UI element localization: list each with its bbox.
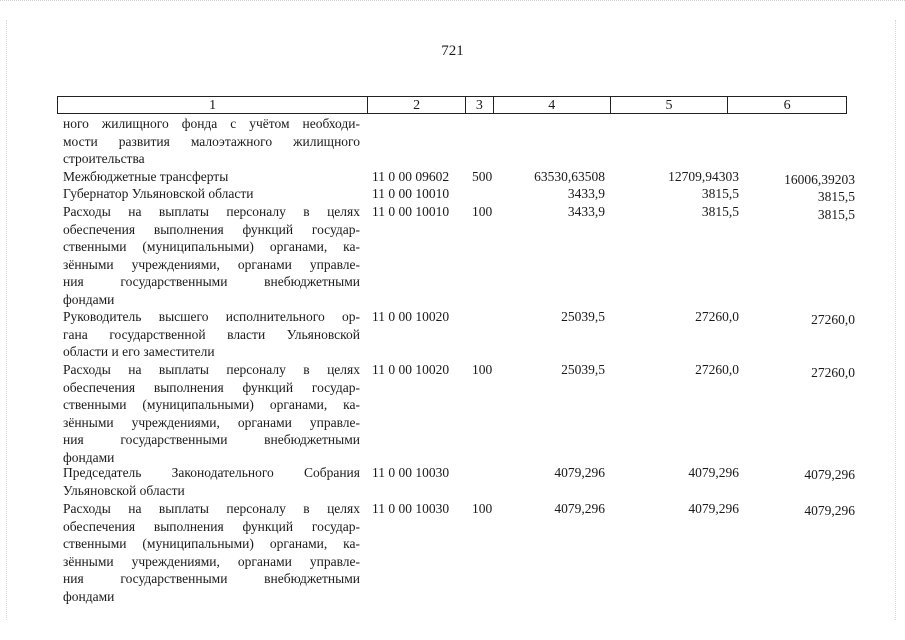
row-value-5: 12709,94303 xyxy=(668,169,739,184)
row-name-line: зёнными учреждениями, органами управле- xyxy=(63,553,360,569)
row-name-line: гана государственной власти Ульяновской xyxy=(63,326,360,342)
row-value-4: 3433,9 xyxy=(567,186,605,201)
row-code: 11 0 00 09602 xyxy=(372,169,450,184)
table-header xyxy=(57,96,847,114)
row-name-line: области и его заместители xyxy=(63,344,215,359)
row-value-6: 4079,296 xyxy=(804,503,855,518)
row-code: 11 0 00 10010 xyxy=(372,186,450,201)
table-row xyxy=(63,500,855,605)
table-row xyxy=(63,115,855,168)
row-value-6: 16006,39203 xyxy=(784,172,855,187)
row-name-line: ния государственными внебюджетными xyxy=(63,571,360,586)
page-number: 721 xyxy=(441,43,464,59)
row-name-line: ния государственными внебюджетными xyxy=(63,274,360,289)
row-type: 100 xyxy=(472,204,493,219)
row-value-5: 3815,5 xyxy=(701,186,739,201)
row-name-line: зёнными учреждениями, органами управле- xyxy=(63,256,360,272)
row-name-line: ственными (муниципальными) органами, ка- xyxy=(63,239,360,254)
row-code: 11 0 00 10030 xyxy=(372,465,450,480)
row-name xyxy=(63,308,360,361)
row-name-line: обеспечения выполнения функций государ- xyxy=(63,379,360,395)
header-col-3: 3 xyxy=(466,97,494,113)
row-name-line: фондами xyxy=(63,449,115,465)
table-row xyxy=(63,308,855,361)
row-value-4: 63530,63508 xyxy=(534,169,605,184)
row-name-line: ного жилищного фонда с учётом необходи- xyxy=(63,116,360,131)
header-col-2: 2 xyxy=(368,97,466,113)
row-name xyxy=(63,168,360,186)
row-value-6: 4079,296 xyxy=(804,467,855,482)
header-col-4: 4 xyxy=(494,97,611,113)
row-value-5: 27260,0 xyxy=(695,362,739,377)
row-name-line: Расходы на выплаты персоналу в целях xyxy=(63,501,360,516)
row-name-line: Руководитель высшего исполнительного ор- xyxy=(63,309,360,324)
row-name xyxy=(63,361,360,466)
row-value-6: 27260,0 xyxy=(811,365,855,380)
row-name xyxy=(63,500,360,605)
row-type: 100 xyxy=(472,501,493,516)
row-value-4: 3433,9 xyxy=(567,204,605,219)
row-name-line: Ульяновской области xyxy=(63,482,185,498)
table-row xyxy=(63,203,855,308)
table-row xyxy=(63,361,855,466)
row-name-line: Расходы на выплаты персоналу в целях xyxy=(63,362,360,377)
row-name-line: строительства xyxy=(63,151,145,166)
header-col-5: 5 xyxy=(611,97,729,113)
row-name-line: Председатель Законодательного Собрания xyxy=(63,465,360,480)
row-name-line: обеспечения выполнения функций государ- xyxy=(63,518,360,534)
row-code: 11 0 00 10020 xyxy=(372,309,450,324)
header-col-1: 1 xyxy=(58,97,368,113)
row-name-line: фондами xyxy=(63,588,115,604)
row-name-line: Расходы на выплаты персоналу в целях xyxy=(63,204,360,219)
row-name xyxy=(63,185,360,203)
row-type: 500 xyxy=(472,169,493,184)
row-name-line: мости развития малоэтажного жилищного xyxy=(63,133,360,149)
row-value-6: 3815,5 xyxy=(817,207,855,222)
row-value-5: 27260,0 xyxy=(695,309,739,324)
row-name-line: фондами xyxy=(63,291,115,307)
row-value-4: 4079,296 xyxy=(554,501,605,516)
row-name xyxy=(63,115,360,168)
row-name-line: обеспечения выполнения функций государ- xyxy=(63,221,360,237)
row-value-4: 25039,5 xyxy=(561,362,605,377)
row-value-5: 4079,296 xyxy=(688,465,739,480)
row-name-line: ственными (муниципальными) органами, ка- xyxy=(63,397,360,412)
table-row xyxy=(63,464,855,499)
row-name xyxy=(63,464,360,499)
row-type: 100 xyxy=(472,362,493,377)
scan-edge-top xyxy=(0,0,905,4)
row-name-line: ния государственными внебюджетными xyxy=(63,432,360,447)
row-name-line: Губернатор Ульяновской области xyxy=(63,186,254,201)
row-value-6: 27260,0 xyxy=(811,312,855,327)
row-name xyxy=(63,203,360,308)
row-value-4: 25039,5 xyxy=(561,309,605,324)
row-code: 11 0 00 10020 xyxy=(372,362,450,377)
row-code: 11 0 00 10030 xyxy=(372,501,450,516)
scan-edge-right xyxy=(895,20,897,620)
row-value-6: 3815,5 xyxy=(817,189,855,204)
row-value-4: 4079,296 xyxy=(554,465,605,480)
row-code: 11 0 00 10010 xyxy=(372,204,450,219)
header-col-6: 6 xyxy=(783,98,791,113)
row-value-5: 3815,5 xyxy=(701,204,739,219)
row-value-5: 4079,296 xyxy=(688,501,739,516)
row-name-line: Межбюджетные трансферты xyxy=(63,169,229,184)
row-name-line: зёнными учреждениями, органами управле- xyxy=(63,414,360,430)
row-name-line: ственными (муниципальными) органами, ка- xyxy=(63,536,360,551)
scan-edge-left xyxy=(6,20,8,620)
